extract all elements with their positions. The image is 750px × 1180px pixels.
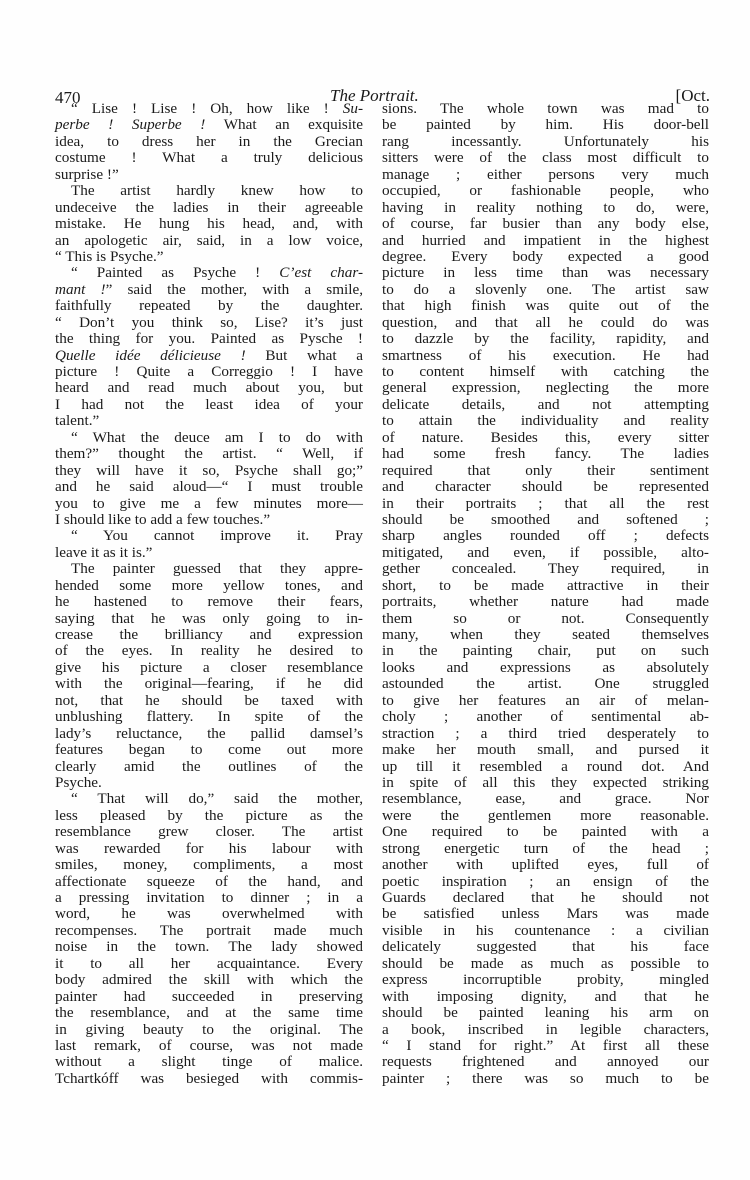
text-line — [55, 775, 363, 791]
line-text: body admired the skill with which the — [55, 971, 363, 989]
line-text: gether concealed. They required, in — [382, 560, 709, 578]
line-text: general expression, neglecting the more — [382, 379, 709, 397]
line-text: a pressing invitation to dinner ; in a — [55, 889, 363, 906]
text-line — [55, 496, 363, 512]
text-line — [382, 200, 709, 216]
text-line — [55, 939, 363, 955]
text-line — [55, 693, 363, 709]
line-text: in spite of all this they expected striking — [382, 773, 709, 791]
line-text: should be smoothed and softened ; — [382, 510, 709, 528]
text-line — [55, 101, 363, 117]
line-text: be satisfied unless Mars was made — [382, 905, 709, 923]
line-text: painter ; there was so much to be — [382, 1069, 709, 1087]
line-text: unblushing flattery. In spite of the — [55, 708, 363, 726]
text-line — [55, 1022, 363, 1038]
text-line — [55, 1054, 363, 1070]
line-text: talent.” — [55, 412, 100, 430]
text-line — [55, 348, 363, 364]
line-text: be painted by him. His door-bell — [382, 116, 709, 134]
line-text: in giving beauty to the original. The — [55, 1020, 363, 1038]
text-line — [382, 578, 709, 594]
text-line — [382, 693, 709, 709]
text-line — [382, 660, 709, 676]
text-line — [382, 134, 709, 150]
text-line — [55, 479, 363, 495]
line-text: had some fresh fancy. The ladies — [382, 445, 709, 463]
text-line — [382, 824, 709, 840]
line-text: smiles, money, compliments, a most — [55, 856, 363, 874]
text-line — [55, 874, 363, 890]
text-line — [382, 890, 709, 906]
text-line — [382, 430, 709, 446]
text-line — [382, 413, 709, 429]
line-text: should be painted leaning his arm on — [382, 1004, 709, 1022]
line-text: occupied, or fashionable people, who — [382, 182, 709, 200]
text-line — [55, 265, 363, 281]
text-line — [55, 841, 363, 857]
text-line — [55, 676, 363, 692]
text-line — [55, 906, 363, 922]
text-line — [382, 265, 709, 281]
text-line — [55, 134, 363, 150]
line-text: straction ; a third tried desperately to — [382, 724, 709, 742]
text-line — [55, 200, 363, 216]
italic-text: Quelle idée délicieuse ! — [55, 346, 246, 364]
line-text: and character should be represented — [382, 478, 709, 496]
text-line — [382, 989, 709, 1005]
line-text: But what a — [245, 346, 363, 364]
text-line — [382, 1071, 709, 1087]
line-text: faithfully repeated by the daughter. — [55, 297, 363, 315]
line-text: I should like to add a few touches.” — [55, 510, 271, 528]
line-text: “ I stand for right.” At first all these — [382, 1036, 709, 1054]
line-text: looks and expressions as absolutely — [382, 658, 709, 676]
line-text: requests frightened and annoyed our — [382, 1053, 709, 1071]
running-title: The Portrait. — [330, 86, 419, 105]
line-text: “ Don’t you think so, Lise? it’s just — [55, 313, 363, 331]
line-text: picture in less time than was necessary — [382, 264, 709, 282]
text-line — [55, 759, 363, 775]
text-line — [382, 791, 709, 807]
text-line — [382, 479, 709, 495]
text-line — [55, 594, 363, 610]
text-line — [55, 117, 363, 133]
line-text: The artist hardly knew how to — [71, 182, 363, 200]
text-line — [382, 939, 709, 955]
line-text: manage ; either persons very much — [382, 165, 709, 183]
line-text: “ You cannot improve it. Pray — [71, 527, 363, 545]
text-line — [55, 923, 363, 939]
line-text: they will have it so, Psyche shall go;” — [55, 461, 363, 479]
line-text: required that only their sentiment — [382, 461, 709, 479]
line-text: “ Painted as Psyche ! — [71, 264, 280, 282]
text-line — [382, 298, 709, 314]
line-text: rang incessantly. Unfortunately his — [382, 132, 709, 150]
text-line — [382, 808, 709, 824]
line-text: Tchartkóff was besieged with commis- — [55, 1069, 363, 1087]
line-text: the resemblance, and at the same time — [55, 1004, 363, 1022]
line-text: painter had succeeded in preserving — [55, 987, 363, 1005]
line-text: costume ! What a truly delicious — [55, 149, 363, 167]
line-text: portraits, whether nature had made — [382, 593, 709, 611]
line-text: recompenses. The portrait made much — [55, 921, 363, 939]
line-text: with imposing dignity, and that he — [382, 987, 709, 1005]
line-text: astounded the artist. One struggled — [382, 675, 709, 693]
text-line — [55, 808, 363, 824]
line-text: to attain the individuality and reality — [382, 412, 709, 430]
line-text: of course, far busier than any body else, — [382, 215, 709, 233]
line-text: Psyche. — [55, 773, 102, 791]
text-line — [55, 857, 363, 873]
line-text: make her mouth small, and pursed it — [382, 741, 709, 759]
text-line — [382, 611, 709, 627]
text-line — [382, 709, 709, 725]
line-text: resemblance, ease, and grace. Nor — [382, 790, 709, 808]
text-line — [382, 561, 709, 577]
line-text: not, that he should be taxed with — [55, 691, 363, 709]
line-text: leave it as it is.” — [55, 543, 153, 561]
text-line — [55, 167, 363, 183]
text-line — [55, 742, 363, 758]
text-line — [55, 1005, 363, 1021]
line-text: surprise !” — [55, 165, 119, 183]
line-text: was rewarded for his labour with — [55, 839, 363, 857]
line-text: Guards declared that he should not — [382, 889, 709, 906]
text-line — [55, 446, 363, 462]
text-line — [382, 364, 709, 380]
text-line — [382, 183, 709, 199]
text-line — [382, 874, 709, 890]
text-line — [55, 627, 363, 643]
line-text: he hastened to remove their fears, — [55, 593, 363, 611]
text-line — [382, 643, 709, 659]
text-line — [382, 331, 709, 347]
text-line — [55, 216, 363, 232]
line-text: “ Lise ! Lise ! Oh, how like ! — [71, 100, 343, 117]
text-line — [55, 561, 363, 577]
page-number: 470 — [55, 88, 81, 107]
text-line — [55, 397, 363, 413]
text-line — [382, 726, 709, 742]
text-line — [55, 791, 363, 807]
text-line — [382, 315, 709, 331]
line-text: to dazzle by the facility, rapidity, and — [382, 330, 709, 348]
text-line — [55, 150, 363, 166]
line-text: of nature. Besides this, every sitter — [382, 428, 709, 446]
text-line — [382, 906, 709, 922]
text-line — [55, 528, 363, 544]
text-line — [55, 643, 363, 659]
text-line — [382, 446, 709, 462]
line-text: the thing for you. Painted as Pysche ! — [55, 330, 363, 348]
line-text: short, to be made attractive in their — [382, 576, 709, 594]
text-line — [382, 150, 709, 166]
italic-text: Su- — [342, 100, 363, 117]
line-text: “ This is Psyche.” — [55, 247, 164, 265]
text-line — [382, 857, 709, 873]
text-line — [382, 528, 709, 544]
text-line — [382, 956, 709, 972]
line-text: resemblance grew closer. The artist — [55, 823, 363, 841]
text-line — [382, 282, 709, 298]
text-line — [55, 282, 363, 298]
text-line — [55, 380, 363, 396]
text-line — [55, 249, 363, 265]
line-text: should be made as much as possible to — [382, 954, 709, 972]
text-line — [55, 956, 363, 972]
line-text: “ What the deuce am I to do with — [71, 428, 363, 446]
line-text: many, when they seated themselves — [382, 626, 709, 643]
text-line — [382, 380, 709, 396]
line-text: saying that he was only going to in- — [55, 609, 363, 627]
text-line — [55, 298, 363, 314]
text-line — [55, 430, 363, 446]
line-text: a book, inscribed in legible characters, — [382, 1020, 709, 1038]
text-line — [382, 1022, 709, 1038]
text-line — [55, 413, 363, 429]
line-text: affectionate squeeze of the hand, and — [55, 872, 363, 890]
text-line — [55, 578, 363, 594]
line-text: them so or not. Consequently — [382, 609, 709, 627]
text-line — [382, 463, 709, 479]
line-text: having in reality nothing to do, were, — [382, 198, 709, 216]
text-line — [382, 594, 709, 610]
line-text: to give her features an air of melan- — [382, 691, 709, 709]
line-text: ” said the mother, with a smile, — [105, 280, 363, 298]
running-date: [Oct. — [675, 86, 710, 105]
text-line — [382, 496, 709, 512]
text-line — [382, 841, 709, 857]
line-text: mitigated, and even, if possible, alto- — [382, 543, 709, 561]
text-line — [382, 972, 709, 988]
line-text: you to give me a few minutes more— — [55, 494, 363, 512]
text-line — [55, 315, 363, 331]
line-text: and hurried and impatient in the highest — [382, 231, 709, 249]
line-text: lady’s reluctance, the pallid damsel’s — [55, 724, 363, 742]
line-text: express incorruptible probity, mingled — [382, 971, 709, 989]
line-text: “ That will do,” said the mother, — [71, 790, 363, 808]
line-text: heard and read much about you, but — [55, 379, 363, 397]
text-line — [382, 397, 709, 413]
line-text: noise in the town. The lady showed — [55, 938, 363, 956]
line-text: up till it resembled a round dot. And — [382, 757, 709, 775]
line-text: visible in his countenance : a civilian — [382, 921, 709, 939]
text-line — [55, 989, 363, 1005]
line-text: poetic inspiration ; an ensign of the — [382, 872, 709, 890]
text-line — [55, 824, 363, 840]
line-text: mistake. He hung his head, and, with — [55, 215, 363, 233]
line-text: it to all her acquaintance. Every — [55, 954, 363, 972]
text-line — [55, 183, 363, 199]
text-line — [382, 1038, 709, 1054]
line-text: without a slight tinge of malice. — [55, 1053, 363, 1071]
text-line — [55, 545, 363, 561]
text-line — [55, 890, 363, 906]
text-line — [55, 1038, 363, 1054]
text-line — [55, 512, 363, 528]
text-line — [55, 726, 363, 742]
line-text: to do a slovenly one. The artist saw — [382, 280, 709, 298]
line-text: give his picture a closer resemblance — [55, 658, 363, 676]
line-text: features began to come out more — [55, 741, 363, 759]
line-text: sions. The whole town was mad to — [382, 100, 709, 117]
text-line — [55, 463, 363, 479]
line-text: degree. Every body expected a good — [382, 247, 709, 265]
text-line — [55, 709, 363, 725]
text-line — [55, 660, 363, 676]
text-line — [382, 775, 709, 791]
text-line — [382, 117, 709, 133]
text-line — [382, 759, 709, 775]
text-line — [382, 923, 709, 939]
line-text: crease the brilliancy and expression — [55, 626, 363, 643]
line-text: of the eyes. In reality he desired to — [55, 642, 363, 660]
text-line — [382, 627, 709, 643]
line-text: sitters were of the class most difficult to — [382, 149, 709, 167]
text-line — [382, 545, 709, 561]
text-line — [382, 167, 709, 183]
text-line — [55, 364, 363, 380]
line-text: undeceive the ladies in their agreeable — [55, 198, 363, 216]
line-text: delicately suggested that his face — [382, 938, 709, 956]
text-column-left — [55, 101, 363, 1087]
line-text: sharp angles rounded off ; defects — [382, 527, 709, 545]
italic-text: perbe ! Superbe ! — [55, 116, 206, 134]
line-text: smartness of his execution. He had — [382, 346, 709, 364]
text-line — [382, 233, 709, 249]
italic-text: C’est char- — [279, 264, 363, 282]
line-text: less pleased by the picture as the — [55, 806, 363, 824]
line-text: question, and that all he could do was — [382, 313, 709, 331]
line-text: I had not the least idea of your — [55, 395, 363, 413]
text-line — [382, 216, 709, 232]
text-line — [382, 1054, 709, 1070]
text-line — [55, 1071, 363, 1087]
text-line — [55, 233, 363, 249]
line-text: hended some more yellow tones, and — [55, 576, 363, 594]
text-line — [382, 512, 709, 528]
line-text: last remark, of course, was not made — [55, 1036, 363, 1054]
text-line — [382, 676, 709, 692]
text-line — [382, 249, 709, 265]
italic-text: mant ! — [55, 280, 106, 298]
line-text: that high finish was quite out of the — [382, 297, 709, 315]
line-text: another with uplifted eyes, full of — [382, 856, 709, 874]
line-text: One required to be painted with a — [382, 823, 709, 841]
line-text: clearly amid the outlines of the — [55, 757, 363, 775]
text-column-right — [382, 101, 709, 1087]
line-text: with the original—fearing, if he did — [55, 675, 363, 693]
text-line — [55, 331, 363, 347]
text-line — [55, 972, 363, 988]
line-text: in the painting chair, put on such — [382, 642, 709, 660]
line-text: The painter guessed that they appre- — [71, 560, 363, 578]
line-text: picture ! Quite a Correggio ! I have — [55, 363, 363, 380]
text-line — [55, 611, 363, 627]
text-line — [382, 348, 709, 364]
text-line — [382, 742, 709, 758]
line-text: them?” thought the artist. “ Well, if — [55, 445, 363, 463]
line-text: strong energetic turn of the head ; — [382, 839, 709, 857]
line-text: What an exquisite — [205, 116, 363, 134]
line-text: delicate details, and not attempting — [382, 395, 709, 413]
line-text: were the gentlemen more reasonable. — [382, 806, 709, 824]
line-text: word, he was overwhelmed with — [55, 905, 363, 923]
line-text: an apologetic air, said, in a low voice, — [55, 231, 363, 249]
line-text: idea, to dress her in the Grecian — [55, 132, 363, 150]
line-text: to content himself with catching the — [382, 363, 709, 380]
line-text: and he said aloud—“ I must trouble — [55, 478, 363, 496]
text-line — [382, 101, 709, 117]
text-line — [382, 1005, 709, 1021]
line-text: in their portraits ; that all the rest — [382, 494, 709, 512]
line-text: choly ; another of sentimental ab- — [382, 708, 709, 726]
